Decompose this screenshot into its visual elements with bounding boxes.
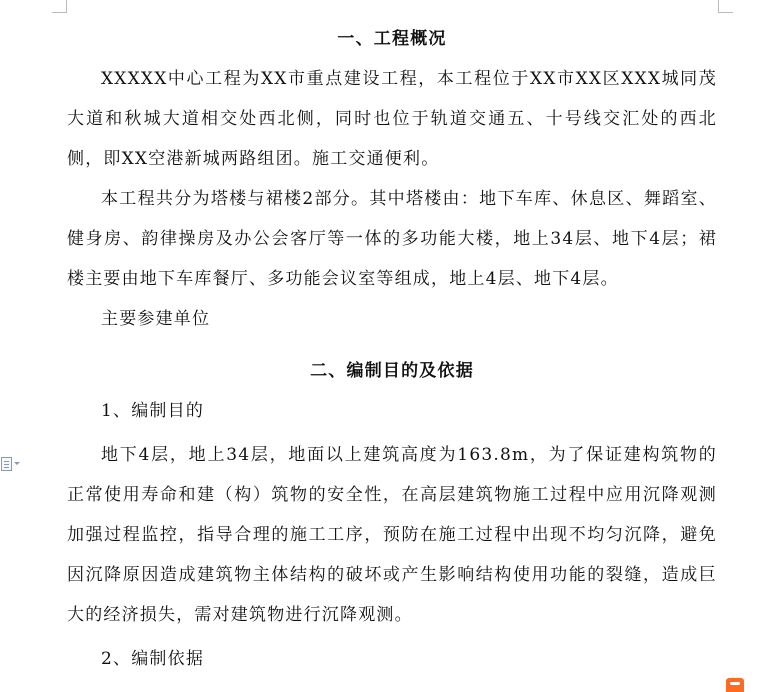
paragraph-overview-1: XXXXX中心工程为XX市重点建设工程，本工程位于XX市XX区XXX城同茂大道和秋城大道相交处西北侧，同时也位于轨道交通五、十号线交汇处的西北侧，即XX空港新城两路组团。施工交通便利。 xyxy=(67,69,717,169)
document-icon[interactable] xyxy=(0,455,20,473)
document-body xyxy=(67,19,717,683)
subheading-basis: 2、编制依据 xyxy=(101,649,205,669)
sogou-input-icon[interactable] xyxy=(722,676,752,692)
page-corner-mark-left xyxy=(52,0,67,13)
section-heading-purpose: 二、编制目的及依据 xyxy=(310,361,474,381)
section-heading-overview: 一、工程概况 xyxy=(337,29,447,49)
paragraph-participants: 主要参建单位 xyxy=(101,309,211,329)
subheading-purpose: 1、编制目的 xyxy=(101,401,205,421)
chevron-down-icon xyxy=(14,462,20,465)
page-corner-mark-right xyxy=(718,0,733,13)
paragraph-overview-2: 本工程共分为塔楼与裙楼2部分。其中塔楼由：地下车库、休息区、舞蹈室、健身房、韵律操房及办公会客厅等一体的多功能大楼，地上34层、地下4层；裙楼主要由地下车库餐厅、多功能会议室等组成，地上4层、地下4层。 xyxy=(67,189,717,289)
document-glyph xyxy=(1,457,12,471)
paragraph-purpose: 地下4层，地上34层，地面以上建筑高度为163.8m，为了保证建构筑物的正常使用寿命和建（构）筑物的安全性，在高层建筑物施工过程中应用沉降观测加强过程监控，指导合理的施工工序，预防在施工过程中出现不均匀沉降，避免因沉降原因造成建筑物主体结构的破坏或产生影响结构使用功能的裂缝，造成巨大的经济损失，需对建筑物进行沉降观测。 xyxy=(67,445,717,625)
sogou-logo-shape xyxy=(726,678,744,692)
